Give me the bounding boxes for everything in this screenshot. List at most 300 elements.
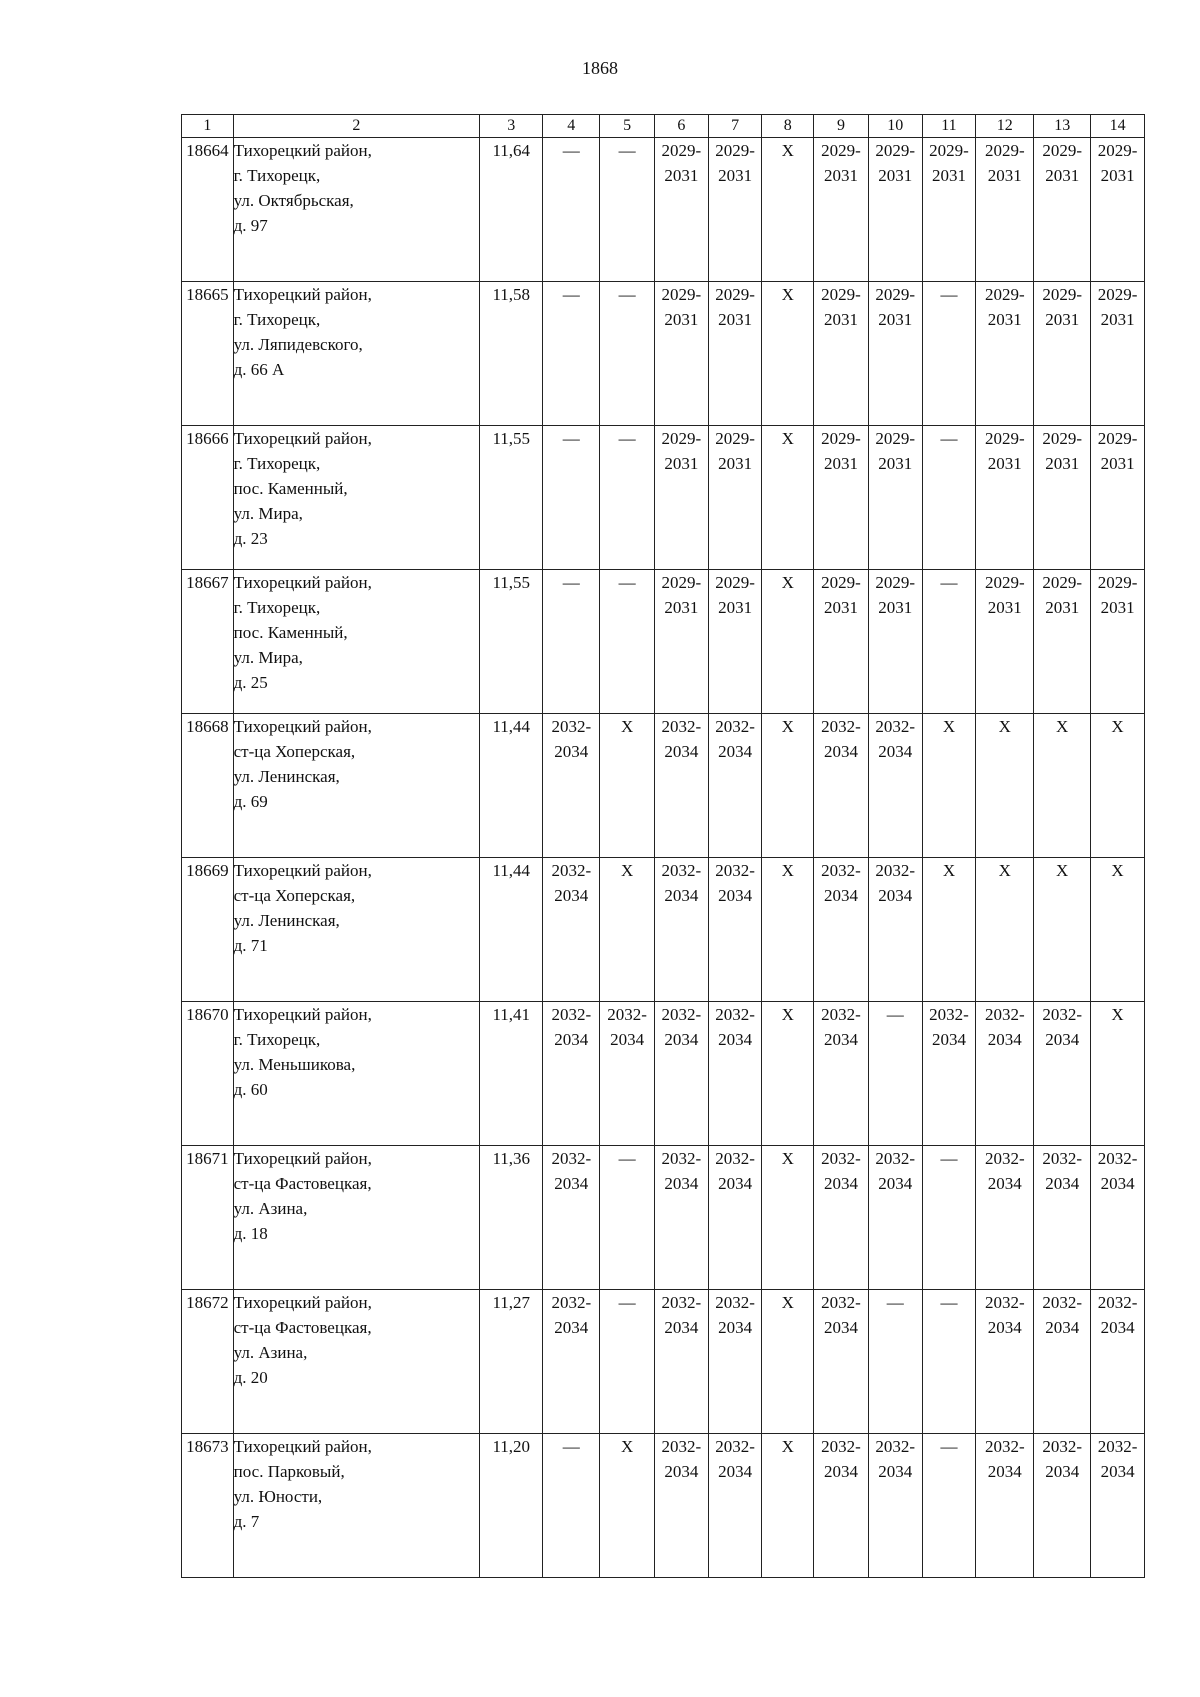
value-cell-col11 — [922, 570, 976, 714]
address-line: д. 97 — [233, 216, 268, 235]
cell-text: 2029- — [1042, 573, 1083, 592]
cell-text: 2029- — [821, 141, 861, 160]
value-cell-col10 — [868, 426, 922, 570]
address-line: ул. Ляпидевского, — [233, 335, 363, 354]
value-cell-col4 — [543, 1002, 600, 1146]
value-cell-col5 — [600, 138, 655, 282]
cell-text: 2029- — [1042, 141, 1083, 160]
row-number: 18672 — [182, 1290, 234, 1434]
value-cell-col4 — [543, 570, 600, 714]
cell-text: 2031 — [878, 166, 913, 185]
cell-text: — — [940, 1293, 958, 1312]
value-cell-col6 — [655, 858, 709, 1002]
cell-text: 2032- — [821, 1005, 861, 1024]
value-cell-col8 — [762, 282, 814, 426]
cell-text: 2034 — [987, 1318, 1022, 1337]
address-cell — [233, 426, 480, 570]
value-cell-col12 — [976, 858, 1034, 1002]
cell-text: 2029- — [1042, 429, 1083, 448]
cell-text: 2034 — [1100, 1318, 1135, 1337]
value-cell-col9 — [814, 282, 869, 426]
value-cell-col11 — [922, 138, 976, 282]
address-line: г. Тихорецк, — [233, 598, 321, 617]
address-line: ул. Юности, — [233, 1487, 323, 1506]
cell-text: 2034 — [1045, 1462, 1080, 1481]
cell-text: 2032- — [715, 1293, 755, 1312]
address-line: г. Тихорецк, — [233, 310, 321, 329]
value-cell-col5 — [600, 858, 655, 1002]
cell-text: 2032- — [1042, 1293, 1083, 1312]
value-cell-col4 — [543, 1146, 600, 1290]
cell-text: 2032- — [1097, 1437, 1138, 1456]
cell-text: 2034 — [554, 1318, 589, 1337]
cell-text: 2029- — [929, 141, 969, 160]
value-cell-col8 — [762, 426, 814, 570]
value-cell-col6 — [655, 714, 709, 858]
cell-text: 2034 — [554, 886, 589, 905]
table-row — [182, 714, 1145, 858]
cell-text: 2032- — [984, 1149, 1025, 1168]
row-number: 18671 — [182, 1146, 234, 1290]
schedule-table — [181, 114, 1145, 1578]
cell-text: 2032- — [715, 1005, 755, 1024]
value-cell-col4 — [543, 138, 600, 282]
cell-text: — — [618, 1293, 636, 1312]
value-cell-col6 — [655, 1434, 709, 1578]
address-line: г. Тихорецк, — [233, 1030, 321, 1049]
cell-text: 2032- — [875, 861, 916, 880]
value-cell-col4 — [543, 426, 600, 570]
cell-text: 2031 — [718, 310, 753, 329]
cell-text: 2029- — [984, 285, 1025, 304]
value-cell-col8 — [762, 1290, 814, 1434]
value-cell-col9 — [814, 1002, 869, 1146]
cell-text: 2034 — [610, 1030, 645, 1049]
address-line: пос. Каменный, — [233, 479, 348, 498]
address-cell — [233, 1146, 480, 1290]
cell-text: 2032- — [1097, 1293, 1138, 1312]
cell-text: 2029- — [984, 429, 1025, 448]
address-line: Тихорецкий район, — [233, 573, 372, 592]
cell-text: 2034 — [1100, 1174, 1135, 1193]
address-line: Тихорецкий район, — [233, 141, 372, 160]
cell-text: 2034 — [718, 886, 753, 905]
column-header-6: 6 — [655, 115, 709, 138]
table-row — [182, 1002, 1145, 1146]
cell-text: 2034 — [878, 742, 913, 761]
address-line: д. 60 — [233, 1080, 268, 1099]
value-cell-col11 — [922, 858, 976, 1002]
cell-text: 2034 — [1045, 1318, 1080, 1337]
value-cell-col13 — [1034, 570, 1091, 714]
cell-text: 2031 — [1100, 598, 1135, 617]
value-cell-col12 — [976, 1146, 1034, 1290]
address-line: д. 23 — [233, 529, 268, 548]
cell-text: 2029- — [661, 285, 702, 304]
address-line: г. Тихорецк, — [233, 454, 321, 473]
cell-text: 2029- — [715, 573, 755, 592]
value-cell-col14 — [1091, 1146, 1145, 1290]
value-cell-col9 — [814, 138, 869, 282]
cell-text: 2032- — [715, 1149, 755, 1168]
value-cell-col10 — [868, 138, 922, 282]
value-cell-col9 — [814, 426, 869, 570]
cell-text: 2032- — [984, 1293, 1025, 1312]
value-cell-col13 — [1034, 1002, 1091, 1146]
value-cell-col11 — [922, 714, 976, 858]
cell-text: 2034 — [823, 886, 858, 905]
cell-text: 2034 — [718, 1174, 753, 1193]
value-cell-col6 — [655, 1146, 709, 1290]
cell-text: 2029- — [821, 429, 861, 448]
cell-text: 2032- — [1042, 1149, 1083, 1168]
value-cell-col8 — [762, 1434, 814, 1578]
address-cell — [233, 858, 480, 1002]
value-cell-col11 — [922, 426, 976, 570]
address-line: Тихорецкий район, — [233, 861, 372, 880]
value-cell-col5 — [600, 1146, 655, 1290]
cell-text: 2032- — [1097, 1149, 1138, 1168]
cell-text: 2032- — [551, 861, 592, 880]
cell-text: Х — [1111, 717, 1124, 736]
value-cell-col12 — [976, 138, 1034, 282]
table-row — [182, 1290, 1145, 1434]
value-cell-col12 — [976, 570, 1034, 714]
cell-text: 2029- — [661, 429, 702, 448]
cell-text: Х — [1111, 861, 1124, 880]
value-cell-col7 — [708, 1146, 762, 1290]
cell-text: 2034 — [554, 1030, 589, 1049]
value-cell-col13 — [1034, 1434, 1091, 1578]
value-cell-col12 — [976, 426, 1034, 570]
cell-text: 2032- — [715, 717, 755, 736]
cell-text: 2031 — [664, 166, 699, 185]
cell-text: 2034 — [664, 1030, 699, 1049]
cell-text: 2029- — [875, 285, 916, 304]
value-cell-col8 — [762, 138, 814, 282]
cell-text: 2029- — [821, 573, 861, 592]
cell-text: Х — [781, 1005, 794, 1024]
address-line: ул. Ленинская, — [233, 767, 340, 786]
cell-text: — — [886, 1293, 904, 1312]
value-cell-col5 — [600, 282, 655, 426]
cell-text: 2032- — [661, 717, 702, 736]
value-cell-col7 — [708, 282, 762, 426]
row-number: 18673 — [182, 1434, 234, 1578]
column-header-7: 7 — [708, 115, 762, 138]
value-cell-col6 — [655, 138, 709, 282]
cell-text: Х — [781, 285, 794, 304]
address-line: д. 25 — [233, 673, 268, 692]
cell-text: 2034 — [664, 1462, 699, 1481]
cell-text: 2032- — [551, 1293, 592, 1312]
cell-text: 2031 — [878, 454, 913, 473]
address-line: ул. Мира, — [233, 648, 303, 667]
value-cell-col13 — [1034, 1290, 1091, 1434]
address-line: ст-ца Хоперская, — [233, 886, 356, 905]
address-line: ул. Мира, — [233, 504, 303, 523]
cell-text: 2031 — [1045, 454, 1080, 473]
cell-text: Х — [781, 1437, 794, 1456]
cell-text: 2029- — [661, 141, 702, 160]
value-cell-col14 — [1091, 858, 1145, 1002]
value-cell-col4 — [543, 1290, 600, 1434]
value-cell-col4 — [543, 858, 600, 1002]
address-line: ст-ца Хоперская, — [233, 742, 356, 761]
cell-text: 2034 — [554, 742, 589, 761]
cell-text: 2029- — [715, 141, 755, 160]
value-cell-col14 — [1091, 1434, 1145, 1578]
cell-text: 2034 — [987, 1462, 1022, 1481]
cell-text: 2034 — [1045, 1030, 1080, 1049]
cell-text: Х — [621, 717, 634, 736]
value-cell-col8 — [762, 1146, 814, 1290]
column-header-11: 11 — [922, 115, 976, 138]
value-cell-col6 — [655, 426, 709, 570]
cell-text: 2034 — [931, 1030, 966, 1049]
cell-text: — — [562, 429, 580, 448]
value-cell-col6 — [655, 1290, 709, 1434]
cell-text: 2034 — [878, 886, 913, 905]
cell-text: 2029- — [1097, 429, 1138, 448]
cell-text: 2031 — [987, 454, 1022, 473]
cell-text: 2029- — [661, 573, 702, 592]
cell-text: 2029- — [984, 573, 1025, 592]
cell-text: Х — [942, 861, 956, 880]
value-cell-col3: 11,64 — [480, 138, 543, 282]
value-cell-col9 — [814, 1434, 869, 1578]
cell-text: 2031 — [931, 166, 966, 185]
row-number: 18665 — [182, 282, 234, 426]
address-line: д. 20 — [233, 1368, 268, 1387]
column-header-13: 13 — [1034, 115, 1091, 138]
value-cell-col9 — [814, 1290, 869, 1434]
cell-text: 2029- — [821, 285, 861, 304]
value-cell-col4 — [543, 282, 600, 426]
column-header-3: 3 — [480, 115, 543, 138]
column-header-9: 9 — [814, 115, 869, 138]
row-number: 18668 — [182, 714, 234, 858]
cell-text: Х — [781, 1293, 794, 1312]
cell-text: — — [940, 1149, 958, 1168]
cell-text: 2034 — [664, 1174, 699, 1193]
cell-text: 2032- — [551, 1005, 592, 1024]
value-cell-col5 — [600, 1290, 655, 1434]
cell-text: 2031 — [664, 454, 699, 473]
cell-text: 2034 — [823, 1318, 858, 1337]
cell-text: 2032- — [929, 1005, 969, 1024]
cell-text: — — [618, 1149, 636, 1168]
value-cell-col7 — [708, 570, 762, 714]
cell-text: 2032- — [661, 1005, 702, 1024]
value-cell-col11 — [922, 1146, 976, 1290]
value-cell-col14 — [1091, 570, 1145, 714]
value-cell-col10 — [868, 858, 922, 1002]
value-cell-col7 — [708, 858, 762, 1002]
cell-text: 2031 — [718, 166, 753, 185]
address-cell — [233, 1434, 480, 1578]
cell-text: 2032- — [661, 1149, 702, 1168]
cell-text: 2034 — [554, 1174, 589, 1193]
cell-text: — — [562, 573, 580, 592]
address-cell — [233, 1290, 480, 1434]
value-cell-col10 — [868, 1290, 922, 1434]
column-header-1: 1 — [182, 115, 234, 138]
cell-text: 2032- — [607, 1005, 647, 1024]
value-cell-col7 — [708, 1290, 762, 1434]
address-line: д. 7 — [233, 1512, 260, 1531]
address-line: Тихорецкий район, — [233, 717, 372, 736]
table-row — [182, 1146, 1145, 1290]
cell-text: 2031 — [987, 598, 1022, 617]
value-cell-col10 — [868, 570, 922, 714]
cell-text: 2034 — [823, 1030, 858, 1049]
address-line: Тихорецкий район, — [233, 1149, 372, 1168]
cell-text: 2029- — [715, 285, 755, 304]
cell-text: — — [618, 429, 636, 448]
address-line: ул. Азина, — [233, 1343, 308, 1362]
row-number: 18670 — [182, 1002, 234, 1146]
cell-text: — — [940, 429, 958, 448]
cell-text: 2029- — [875, 429, 916, 448]
value-cell-col11 — [922, 1002, 976, 1146]
cell-text: 2032- — [661, 1437, 702, 1456]
cell-text: 2032- — [984, 1005, 1025, 1024]
value-cell-col7 — [708, 1434, 762, 1578]
cell-text: 2034 — [878, 1174, 913, 1193]
value-cell-col3: 11,55 — [480, 426, 543, 570]
value-cell-col13 — [1034, 426, 1091, 570]
cell-text: — — [886, 1005, 904, 1024]
cell-text: Х — [621, 861, 634, 880]
cell-text: 2031 — [664, 598, 699, 617]
cell-text: 2034 — [878, 1462, 913, 1481]
column-header-10: 10 — [868, 115, 922, 138]
cell-text: 2034 — [1045, 1174, 1080, 1193]
cell-text: 2032- — [661, 861, 702, 880]
cell-text: Х — [1056, 861, 1069, 880]
address-line: д. 71 — [233, 936, 268, 955]
value-cell-col14 — [1091, 1002, 1145, 1146]
row-number: 18667 — [182, 570, 234, 714]
value-cell-col10 — [868, 1002, 922, 1146]
cell-text: 2031 — [1100, 310, 1135, 329]
address-line: д. 66 А — [233, 360, 285, 379]
value-cell-col13 — [1034, 138, 1091, 282]
value-cell-col12 — [976, 1434, 1034, 1578]
address-cell — [233, 570, 480, 714]
cell-text: 2031 — [987, 310, 1022, 329]
cell-text: 2032- — [1042, 1005, 1083, 1024]
cell-text: Х — [781, 717, 794, 736]
cell-text: — — [562, 1437, 580, 1456]
address-line: д. 18 — [233, 1224, 268, 1243]
cell-text: 2029- — [984, 141, 1025, 160]
cell-text: 2032- — [715, 861, 755, 880]
value-cell-col14 — [1091, 426, 1145, 570]
cell-text: 2031 — [823, 166, 858, 185]
cell-text: Х — [1111, 1005, 1124, 1024]
cell-text: 2034 — [718, 1462, 753, 1481]
cell-text: 2034 — [664, 1318, 699, 1337]
address-line: ст-ца Фастовецкая, — [233, 1174, 372, 1193]
address-cell — [233, 1002, 480, 1146]
column-header-8: 8 — [762, 115, 814, 138]
cell-text: 2032- — [875, 1149, 916, 1168]
value-cell-col6 — [655, 570, 709, 714]
cell-text: 2029- — [715, 429, 755, 448]
value-cell-col13 — [1034, 282, 1091, 426]
cell-text: 2032- — [1042, 1437, 1083, 1456]
cell-text: 2032- — [551, 717, 592, 736]
cell-text: 2032- — [821, 1149, 861, 1168]
cell-text: 2032- — [821, 717, 861, 736]
value-cell-col12 — [976, 1002, 1034, 1146]
cell-text: 2034 — [718, 742, 753, 761]
value-cell-col11 — [922, 1290, 976, 1434]
value-cell-col3: 11,41 — [480, 1002, 543, 1146]
column-header-14: 14 — [1091, 115, 1145, 138]
address-line: ст-ца Фастовецкая, — [233, 1318, 372, 1337]
cell-text: — — [618, 141, 636, 160]
cell-text: 2029- — [1097, 141, 1138, 160]
address-line: Тихорецкий район, — [233, 429, 372, 448]
address-line: Тихорецкий район, — [233, 285, 372, 304]
cell-text: 2034 — [664, 886, 699, 905]
value-cell-col10 — [868, 714, 922, 858]
column-header-4: 4 — [543, 115, 600, 138]
cell-text: Х — [781, 861, 794, 880]
cell-text: 2031 — [823, 454, 858, 473]
value-cell-col13 — [1034, 1146, 1091, 1290]
row-number: 18664 — [182, 138, 234, 282]
cell-text: 2031 — [878, 598, 913, 617]
value-cell-col10 — [868, 1434, 922, 1578]
cell-text: 2031 — [1045, 166, 1080, 185]
cell-text: 2032- — [715, 1437, 755, 1456]
value-cell-col14 — [1091, 138, 1145, 282]
value-cell-col3: 11,36 — [480, 1146, 543, 1290]
cell-text: 2031 — [1100, 166, 1135, 185]
cell-text: 2031 — [823, 310, 858, 329]
cell-text: — — [940, 285, 958, 304]
value-cell-col3: 11,58 — [480, 282, 543, 426]
cell-text: — — [940, 573, 958, 592]
value-cell-col12 — [976, 282, 1034, 426]
table-row — [182, 1434, 1145, 1578]
cell-text: 2032- — [984, 1437, 1025, 1456]
value-cell-col5 — [600, 1002, 655, 1146]
page-number: 1868 — [582, 58, 618, 78]
cell-text: 2032- — [875, 1437, 916, 1456]
cell-text: Х — [781, 1149, 794, 1168]
cell-text: Х — [781, 141, 794, 160]
value-cell-col7 — [708, 714, 762, 858]
address-cell — [233, 714, 480, 858]
cell-text: 2029- — [875, 573, 916, 592]
address-line: Тихорецкий район, — [233, 1005, 372, 1024]
address-cell — [233, 282, 480, 426]
value-cell-col3: 11,20 — [480, 1434, 543, 1578]
cell-text: 2031 — [1100, 454, 1135, 473]
cell-text: — — [562, 285, 580, 304]
value-cell-col12 — [976, 714, 1034, 858]
value-cell-col9 — [814, 858, 869, 1002]
row-number: 18669 — [182, 858, 234, 1002]
cell-text: 2032- — [551, 1149, 592, 1168]
value-cell-col11 — [922, 1434, 976, 1578]
value-cell-col7 — [708, 426, 762, 570]
